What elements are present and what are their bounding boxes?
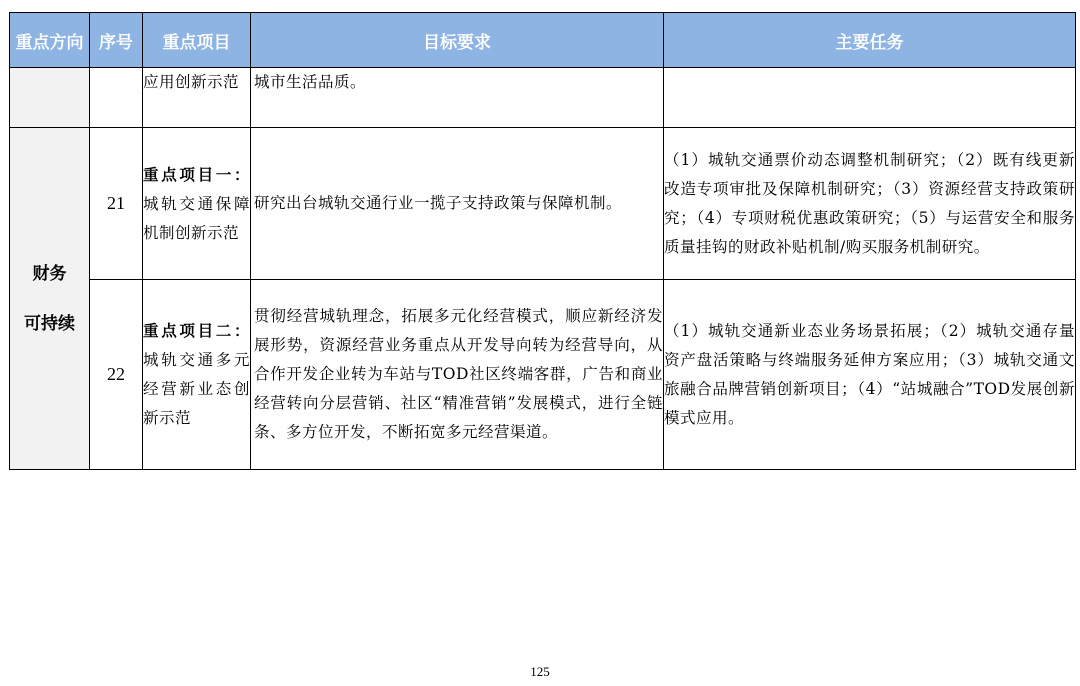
row-number: 22 xyxy=(90,280,143,470)
tasks-cell-continuation xyxy=(664,68,1076,128)
tasks-cell: （1）城轨交通新业态业务场景拓展；（2）城轨交通存量资产盘活策略与终端服务延伸方案应用；（3）城轨交通文旅融合品牌营销创新项目；（4）“站城融合”TOD发展创新模式应用。 xyxy=(664,280,1076,470)
project-cell xyxy=(143,128,251,280)
project-cell xyxy=(143,280,251,470)
table-row xyxy=(10,128,1076,280)
header-goal: 目标要求 xyxy=(251,13,664,68)
header-row xyxy=(10,13,1076,68)
header-number: 序号 xyxy=(90,13,143,68)
page-number: 125 xyxy=(530,664,550,679)
goal-cell: 贯彻经营城轨理念，拓展多元化经营模式，顺应新经济发展形势，资源经营业务重点从开发导向转为经营导向，从合作开发企业转为车站与TOD社区终端客群，广告和商业经营转向分层营销、社区“精准营销”发展模式，进行全链条、多方位开发，不断拓宽多元经营渠道。 xyxy=(251,280,664,470)
project-name: 城轨交通保障机制创新示范 xyxy=(143,194,250,242)
row-number: 21 xyxy=(90,128,143,280)
direction-cell-financial xyxy=(10,128,90,470)
project-title: 重点项目一： xyxy=(143,164,250,184)
number-cell-empty xyxy=(90,68,143,128)
header-project: 重点项目 xyxy=(143,13,251,68)
tasks-cell: （1）城轨交通票价动态调整机制研究；（2）既有线更新改造专项审批及保障机制研究；（3）资源经营支持政策研究；（4）专项财税优惠政策研究；（5）与运营安全和服务质量挂钩的财政补贴机制/购买服务机制研究。 xyxy=(664,128,1076,280)
table-row xyxy=(10,280,1076,470)
direction-label-line2: 可持续 xyxy=(24,313,75,334)
plan-table xyxy=(9,12,1076,470)
table-row-continuation xyxy=(10,68,1076,128)
goal-cell-continuation: 城市生活品质。 xyxy=(251,68,664,128)
goal-cell: 研究出台城轨交通行业一揽子支持政策与保障机制。 xyxy=(251,128,664,280)
project-title: 重点项目二： xyxy=(143,321,250,340)
header-direction: 重点方向 xyxy=(10,13,90,68)
header-tasks: 主要任务 xyxy=(664,13,1076,68)
direction-label-line1: 财务 xyxy=(32,263,67,284)
direction-cell-empty xyxy=(10,68,90,128)
project-cell-continuation: 应用创新示范 xyxy=(143,68,251,128)
project-name: 城轨交通多元经营新业态创新示范 xyxy=(143,351,250,427)
